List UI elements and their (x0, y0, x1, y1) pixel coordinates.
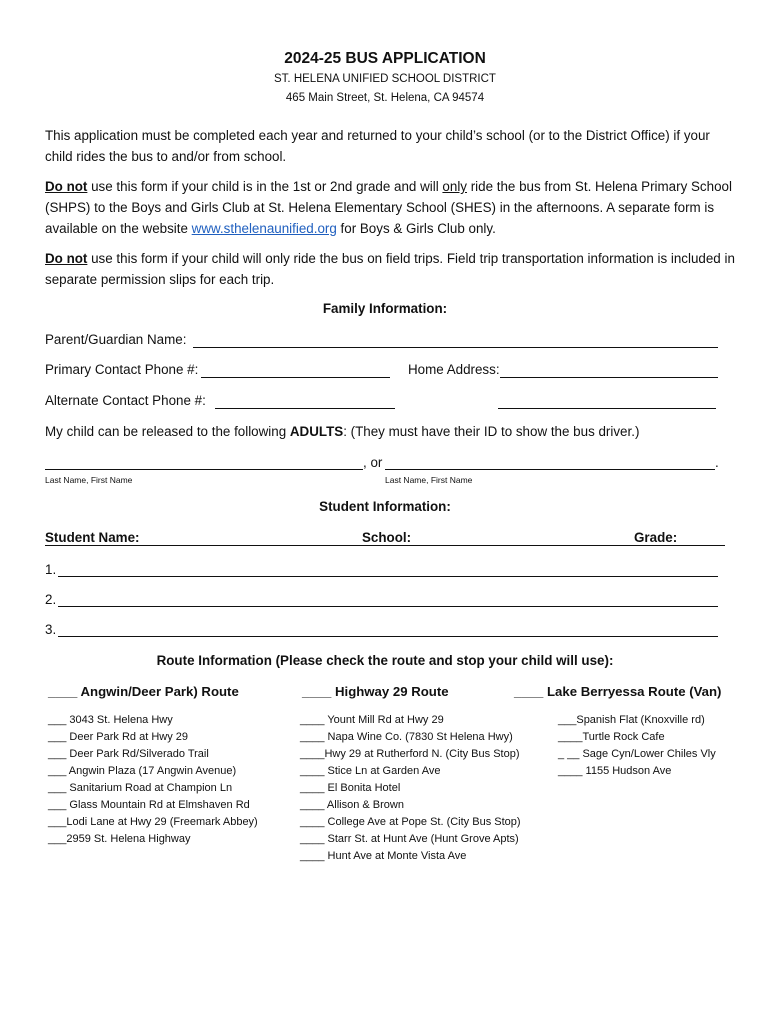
do-not-emphasis: Do not (45, 251, 88, 266)
route-stop-option[interactable]: ____ Napa Wine Co. (7830 St Helena Hwy) (300, 731, 513, 743)
route-stop-option[interactable]: ____ Starr St. at Hunt Ave (Hunt Grove Apts) (300, 833, 519, 845)
route-stop-option[interactable]: ___ 3043 St. Helena Hwy (48, 714, 173, 726)
route-stop-option[interactable]: ___2959 St. Helena Highway (48, 833, 191, 845)
student-row-2-field[interactable] (58, 606, 718, 607)
adult-1-name-hint: Last Name, First Name (45, 475, 133, 485)
or-text: , or (363, 455, 383, 470)
do-not-emphasis: Do not (45, 179, 88, 194)
family-info-heading: Family Information: (322, 301, 448, 316)
route-stop-option[interactable]: ___ Angwin Plaza (17 Angwin Avenue) (48, 765, 237, 777)
route-stop-option[interactable]: ____Hwy 29 at Rutherford N. (City Bus Stop) (300, 748, 520, 760)
form-title: 2024-25 BUS APPLICATION (284, 50, 486, 67)
district-name: ST. HELENA UNIFIED SCHOOL DISTRICT (274, 73, 496, 85)
route-stop-option[interactable]: ____ Hunt Ave at Monte Vista Ave (300, 850, 467, 862)
grade-column-header: Grade: (634, 530, 678, 545)
route-stop-option[interactable]: ___ Glass Mountain Rd at Elmshaven Rd (48, 799, 250, 811)
field-trip-notice-paragraph: Do not use this form if your child will only ride the bus on field trips. Field trip transportation information is included in separate permission slips for each trip. (45, 251, 735, 287)
primary-phone-field[interactable] (201, 377, 390, 378)
highway-29-stops-list (300, 712, 521, 865)
intro-paragraph: This application must be completed each year and returned to your child’s school (or to the District Office) if your child rides the bus to and/or from school. (45, 128, 710, 164)
route-stop-option[interactable]: ___Spanish Flat (Knoxville rd) (558, 714, 705, 726)
angwin-stops-list (48, 712, 258, 848)
route-stop-option[interactable]: ___ Deer Park Rd/Silverado Trail (48, 748, 209, 760)
parent-name-field[interactable] (193, 347, 718, 348)
student-row-number: 1. (45, 562, 57, 577)
home-address-field-line-2[interactable] (498, 408, 716, 409)
district-address: 465 Main Street, St. Helena, CA 94574 (285, 92, 485, 104)
student-row-1-field[interactable] (58, 576, 718, 577)
parent-name-label: Parent/Guardian Name: (45, 332, 187, 347)
student-row-number: 3. (45, 622, 57, 637)
only-emphasis: only (442, 179, 467, 194)
route-stop-option[interactable]: _ __ Sage Cyn/Lower Chiles Vly (558, 748, 716, 760)
route-stop-option[interactable]: ___Lodi Lane at Hwy 29 (Freemark Abbey) (48, 816, 258, 828)
home-address-field[interactable] (500, 377, 718, 378)
shps-notice-paragraph: Do not use this form if your child is in the 1st or 2nd grade and will only ride the bus from St. Helena Primary School (SHPS) to the Boys and Girls Club at St. Helena Elementary School (SHES) in the afternoons. A separate form is available on the website www.sthelenaunified.org for Boys & Girls Club only. (45, 179, 732, 236)
lake-berryessa-route-checkbox[interactable]: ____ Lake Berryessa Route (Van) (514, 684, 722, 699)
alternate-phone-field[interactable] (215, 408, 395, 409)
route-stop-option[interactable]: ____ College Ave at Pope St. (City Bus Stop) (300, 816, 521, 828)
authorized-adult-1-field[interactable] (45, 469, 363, 470)
route-info-heading: Route Information (Please check the route and stop your child will use): (156, 653, 614, 668)
release-adults-text: My child can be released to the following ADULTS: (They must have their ID to show the bus driver.) (45, 424, 640, 439)
route-stop-option[interactable]: ____ Stice Ln at Garden Ave (300, 765, 441, 777)
highway-29-route-checkbox[interactable]: ____ Highway 29 Route (302, 684, 449, 699)
route-stop-option[interactable]: ____ Allison & Brown (300, 799, 404, 811)
route-stop-option[interactable]: ____Turtle Rock Cafe (558, 731, 665, 743)
student-header-underline (45, 545, 725, 546)
adult-2-name-hint: Last Name, First Name (385, 475, 473, 485)
student-info-heading: Student Information: (319, 499, 451, 514)
primary-phone-label: Primary Contact Phone #: (45, 362, 199, 377)
route-stop-option[interactable]: ____ Yount Mill Rd at Hwy 29 (300, 714, 444, 726)
authorized-adult-2-field[interactable] (385, 469, 715, 470)
student-name-column-header: Student Name: (45, 530, 140, 545)
alternate-phone-label: Alternate Contact Phone #: (45, 393, 206, 408)
home-address-label: Home Address: (408, 362, 500, 377)
student-row-number: 2. (45, 592, 57, 607)
school-column-header: School: (362, 530, 412, 545)
district-website-link[interactable]: www.sthelenaunified.org (191, 221, 337, 236)
route-stop-option[interactable]: ___ Sanitarium Road at Champion Ln (48, 782, 233, 794)
angwin-route-checkbox[interactable]: ____ Angwin/Deer Park) Route (48, 684, 239, 699)
lake-berryessa-stops-list (558, 712, 716, 780)
route-stop-option[interactable]: ____ El Bonita Hotel (300, 782, 401, 794)
route-stop-option[interactable]: ___ Deer Park Rd at Hwy 29 (48, 731, 189, 743)
period-text: . (715, 455, 719, 470)
route-stop-option[interactable]: ____ 1155 Hudson Ave (558, 765, 672, 777)
student-row-3-field[interactable] (58, 636, 718, 637)
